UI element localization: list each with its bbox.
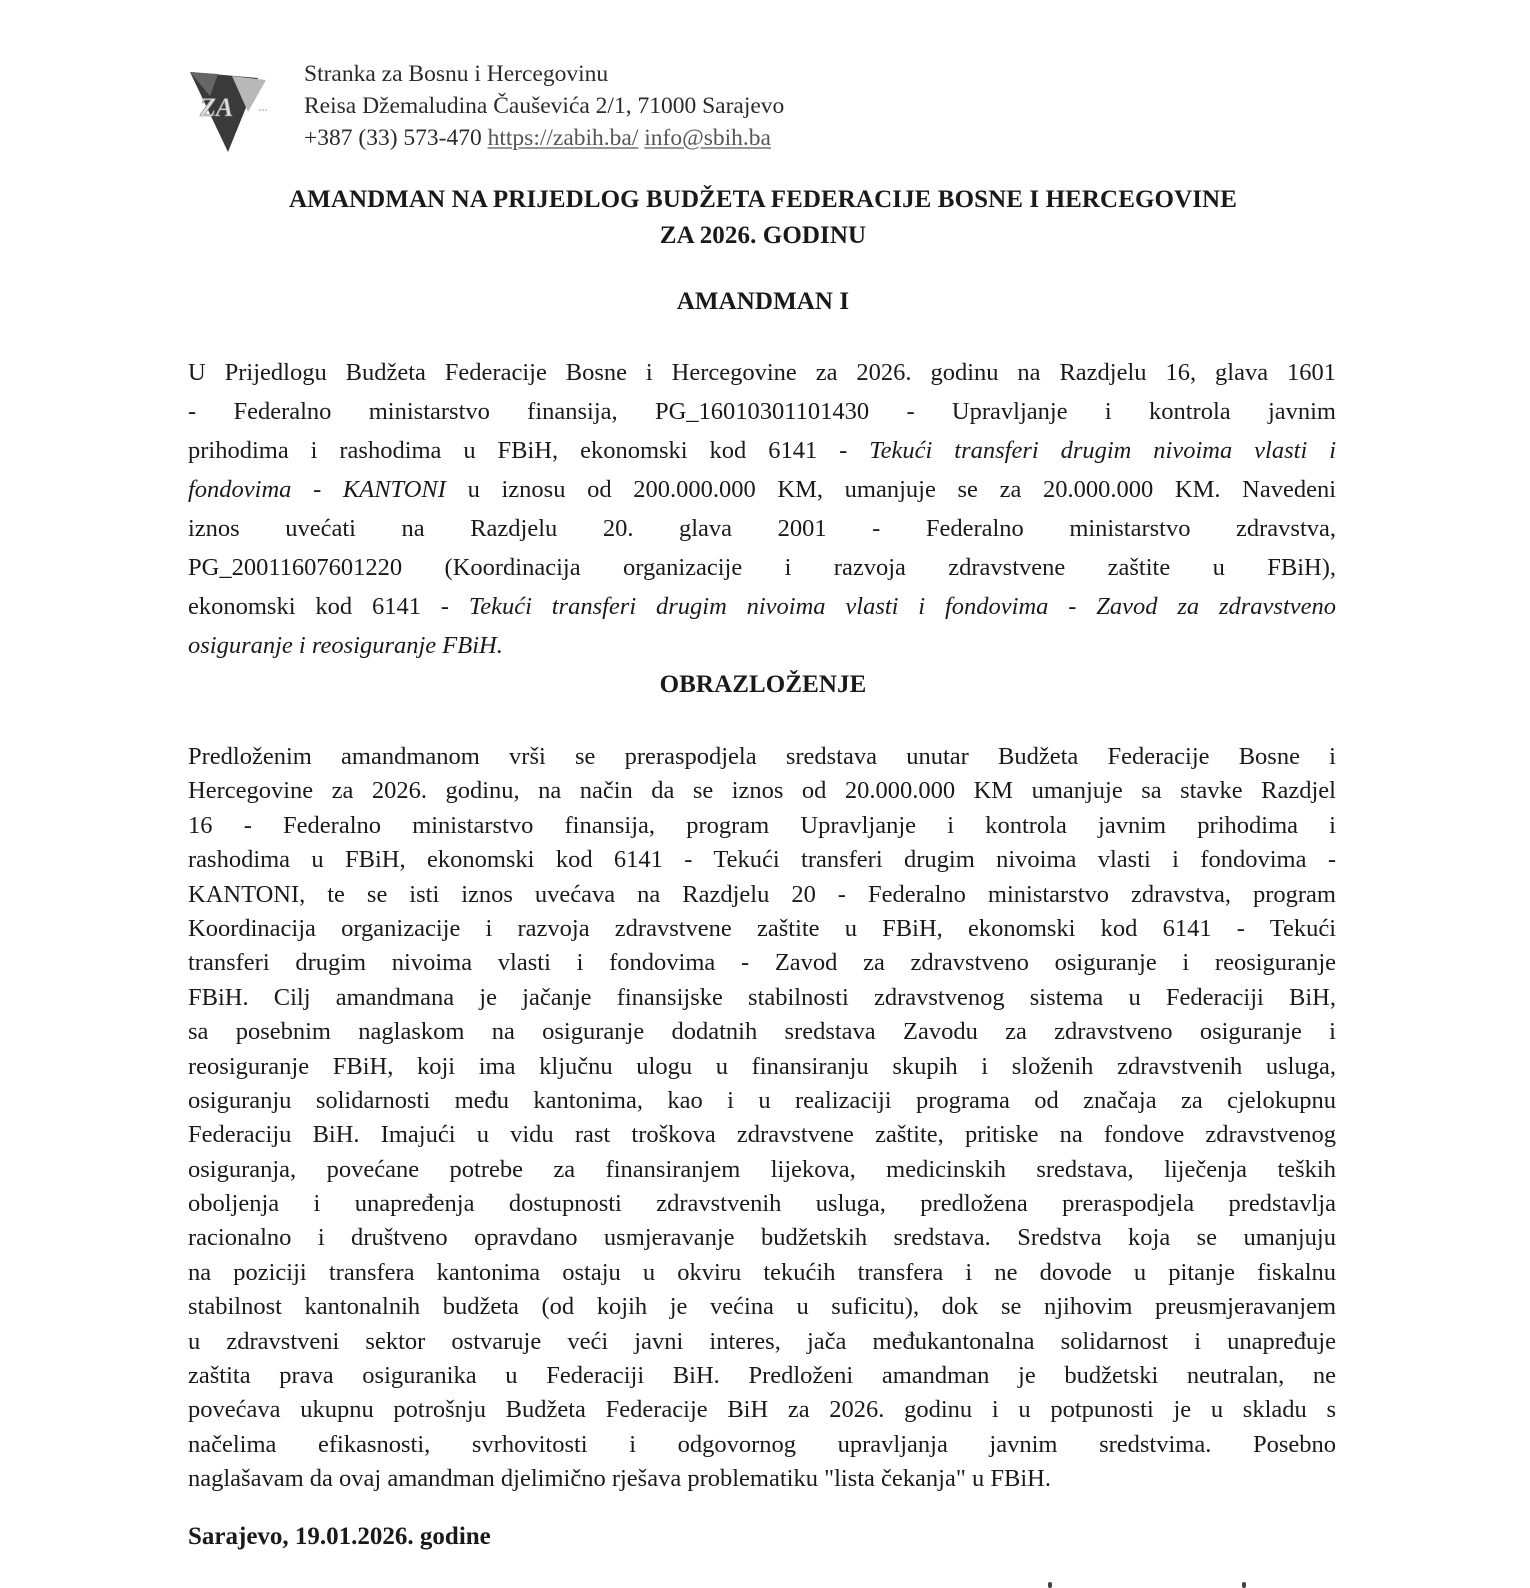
- party-logo-icon: [188, 66, 270, 154]
- text-run: U Prijedlogu Budžeta Federacije Bosne i Hercegovine za 2026. godinu na Razdjelu 16, glava 1601: [188, 359, 1336, 386]
- signature-mark: [1048, 1582, 1052, 1588]
- document-title-line-1: AMANDMAN NA PRIJEDLOG BUDŽETA FEDERACIJE BOSNE I HERCEGOVINE: [288, 186, 1237, 213]
- text-run: rashodima u FBiH, ekonomski kod 6141 - Tekući transferi drugim nivoima vlasti i fondovima -: [188, 846, 1336, 874]
- text-line: [188, 981, 1336, 1015]
- signature-mark: [1242, 1582, 1246, 1588]
- organization-address: Reisa Džemaludina Čauševića 2/1, 71000 Sarajevo: [304, 93, 785, 119]
- text-run: KANTONI, te se isti iznos uvećava na Razdjelu 20 - Federalno ministarstvo zdravstva, program: [188, 880, 1336, 908]
- text-run: Hercegovine za 2026. godinu, na način da se iznos od 20.000.000 KM umanjuje sa stavke Razdjel: [188, 777, 1336, 805]
- text-run: Predloženim amandmanom vrši se preraspodjela sredstava unutar Budžeta Federacije Bosne i: [188, 743, 1336, 770]
- text-run: 16 - Federalno ministarstvo finansija, program Upravljanje i kontrola javnim prihodima i: [188, 811, 1336, 839]
- italic-text-run: fondovima - KANTONI: [188, 476, 446, 503]
- text-line: [188, 1187, 1336, 1221]
- text-line: [188, 1256, 1336, 1290]
- text-line: [188, 809, 1336, 843]
- text-run: povećava ukupnu potrošnju Budžeta Federacije BiH za 2026. godinu i u potpunosti je u skladu s: [188, 1396, 1336, 1424]
- text-run: PG_20011607601220 (Koordinacija organizacije i razvoja zdravstvene zaštite u FBiH),: [188, 554, 1336, 581]
- text-run: reosiguranje FBiH, koji ima ključnu ulogu u finansiranju skupih i složenih zdravstvenih usluga,: [188, 1052, 1336, 1080]
- text-line: [188, 587, 1336, 626]
- text-line: [188, 774, 1336, 808]
- text-run: Federaciju BiH. Imajući u vidu rast troškova zdravstvene zaštite, pritiske na fondove zdravstvenog: [188, 1121, 1336, 1149]
- text-run: osiguranja, povećane potrebe za finansiranjem lijekova, medicinskih sredstava, liječenja teških: [188, 1155, 1336, 1183]
- text-line: [188, 1325, 1336, 1359]
- place-and-date: Sarajevo, 19.01.2026. godine: [188, 1523, 491, 1550]
- contact-line: [304, 122, 784, 154]
- document-title-line-2: ZA 2026. GODINU: [659, 222, 867, 249]
- phone-number: +387 (33) 573-470: [304, 125, 482, 151]
- text-line: [188, 1290, 1336, 1324]
- text-line: [188, 1221, 1336, 1255]
- text-run: na poziciji transfera kantonima ostaju u okviru tekućih transfera i ne dovode u pitanje fiskalnu: [188, 1258, 1336, 1286]
- website-link[interactable]: https://zabih.ba/: [487, 125, 639, 151]
- text-line: [188, 548, 1336, 587]
- text-line: [188, 1118, 1336, 1152]
- text-line: [188, 1393, 1336, 1427]
- text-line: [188, 431, 1336, 470]
- text-run: oboljenja i unapređenja dostupnosti zdravstvenih usluga, predložena preraspodjela predstavlja: [188, 1190, 1336, 1218]
- text-line: [188, 843, 1336, 877]
- explanation-text: [188, 740, 1336, 1497]
- text-run: osiguranju solidarnosti među kantonima, kao i u realizaciji programa od značaja za cjelokupnu: [188, 1086, 1336, 1114]
- organization-name: Stranka za Bosnu i Hercegovinu: [304, 61, 609, 87]
- text-run: zaštita prava osiguranika u Federaciji BiH. Predloženi amandman je budžetski neutralan, ne: [188, 1362, 1336, 1390]
- text-line: [188, 1084, 1336, 1118]
- text-line: [188, 509, 1336, 548]
- text-line: [188, 1462, 1336, 1496]
- email-link[interactable]: info@sbih.ba: [644, 125, 771, 151]
- text-run: racionalno i društveno opravdano usmjeravanje budžetskih sredstava. Sredstva koja se umanjuju: [188, 1224, 1336, 1252]
- text-run: Koordinacija organizacije i razvoja zdravstvene zaštite u FBiH, ekonomski kod 6141 - Tekući: [188, 914, 1336, 942]
- text-run: naglašavam da ovaj amandman djelimično rješava problematiku "lista čekanja" u FBiH.: [188, 1465, 1051, 1493]
- text-line: [188, 1015, 1336, 1049]
- amendment-text: [188, 353, 1336, 665]
- text-line: [188, 1050, 1336, 1084]
- text-run: sa posebnim naglaskom na osiguranje dodatnih sredstava Zavodu za zdravstveno osiguranje i: [188, 1018, 1336, 1046]
- text-run: FBiH. Cilj amandmana je jačanje finansijske stabilnosti zdravstvenog sistema u Federaciji BiH,: [188, 983, 1336, 1011]
- text-run: u zdravstveni sektor ostvaruje veći javni interes, jača međukantonalna solidarnost i unapređuje: [188, 1327, 1336, 1355]
- text-line: [188, 946, 1336, 980]
- text-line: [188, 626, 1336, 665]
- italic-text-run: Tekući transferi drugim nivoima vlasti i: [869, 437, 1336, 464]
- text-run: stabilnost kantonalnih budžeta (od kojih je većina u suficitu), dok se njihovim preusmjeravanjem: [188, 1293, 1336, 1321]
- italic-text-run: osiguranje i reosiguranje FBiH.: [188, 632, 503, 659]
- text-line: [188, 353, 1336, 392]
- text-line: [188, 392, 1336, 431]
- text-line: [188, 740, 1336, 774]
- text-run: iznos uvećati na Razdjelu 20. glava 2001 - Federalno ministarstvo zdravstva,: [188, 515, 1336, 542]
- text-line: [188, 1359, 1336, 1393]
- letterhead: [304, 58, 784, 154]
- explanation-heading: OBRAZLOŽENJE: [659, 671, 867, 698]
- text-run: prihodima i rashodima u FBiH, ekonomski kod 6141 -: [188, 437, 870, 464]
- text-run: načelima efikasnosti, svrhovitosti i odgovornog upravljanja javnim sredstvima. Posebno: [188, 1430, 1336, 1458]
- amendment-heading: AMANDMAN I: [676, 288, 850, 315]
- text-line: [188, 912, 1336, 946]
- text-run: u iznosu od 200.000.000 KM, umanjuje se za 20.000.000 KM. Navedeni: [445, 476, 1336, 503]
- text-line: [188, 1428, 1336, 1462]
- svg-text:ZA: ZA: [200, 93, 234, 122]
- text-run: transferi drugim nivoima vlasti i fondovima - Zavod za zdravstveno osiguranje i reosiguranje: [188, 949, 1336, 977]
- text-run: ekonomski kod 6141 -: [188, 593, 469, 620]
- italic-text-run: Tekući transferi drugim nivoima vlasti i fondovima - Zavod za zdravstveno: [468, 593, 1337, 620]
- text-run: - Federalno ministarstvo finansija, PG_16010301101430 - Upravljanje i kontrola javnim: [188, 398, 1336, 425]
- text-line: [188, 1153, 1336, 1187]
- text-line: [188, 470, 1336, 509]
- text-line: [188, 878, 1336, 912]
